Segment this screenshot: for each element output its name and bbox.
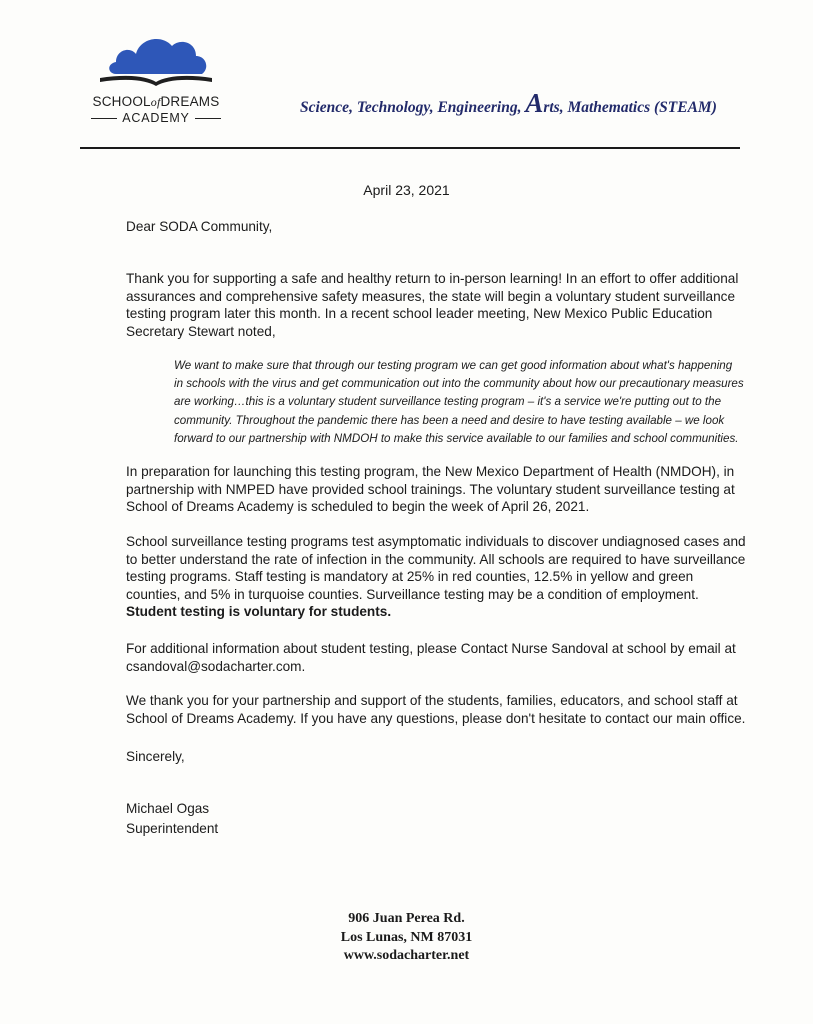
salutation bbox=[126, 218, 746, 236]
paragraph-surveillance-text bbox=[126, 533, 746, 621]
paragraph-preparation-text: In preparation for launching this testing program, the New Mexico Department of Health (NMDOH), in partnership with NMPED have provided school trainings. The voluntary student surveillance testing at School of Dreams Academy is scheduled to begin the week of April 26, 2021. bbox=[126, 464, 735, 514]
school-logo bbox=[86, 30, 226, 130]
closing bbox=[126, 748, 746, 766]
paragraph-intro-text: Thank you for supporting a safe and healthy return to in-person learning! In an effort to offer additional assurances and comprehensive safety measures, the state will begin a voluntary student surveillance testing program later this month. In a recent school leader meeting, New Mexico Public Education Secretary Stewart noted, bbox=[126, 271, 739, 339]
paragraph-contact-text: For additional information about student testing, please Contact Nurse Sandoval at school by email at csandoval@sodacharter.com. bbox=[126, 641, 736, 674]
signer-name bbox=[126, 800, 746, 818]
logo-word-school: SCHOOL bbox=[92, 94, 151, 109]
steam-tagline bbox=[300, 88, 717, 118]
footer-address bbox=[0, 910, 813, 966]
surveillance-text-bold: Student testing is voluntary for students. bbox=[126, 604, 392, 619]
paragraph-surveillance bbox=[126, 533, 746, 621]
header-divider bbox=[80, 147, 740, 149]
cloud-book-icon bbox=[86, 30, 226, 92]
logo-dash-right bbox=[195, 118, 221, 119]
logo-subline bbox=[86, 111, 226, 125]
paragraph-thanks bbox=[126, 692, 746, 727]
paragraph-contact bbox=[126, 640, 746, 675]
surveillance-text-plain: School surveillance testing programs test asymptomatic individuals to discover undiagnosed cases and to better understand the rate of infection in the community. All schools are required to have surveillance testing programs. Staff testing is mandatory at 25% in red counties, 12.5% in yellow and green counties, and 5% in turquoise counties. Surveillance testing may be a condition of employment. bbox=[126, 534, 746, 602]
tagline-post: rts, Mathematics (STEAM) bbox=[543, 99, 717, 116]
logo-word-dreams: DREAMS bbox=[160, 94, 220, 109]
salutation-text: Dear SODA Community, bbox=[126, 219, 273, 234]
paragraph-preparation bbox=[126, 463, 746, 516]
footer-city: Los Lunas, NM 87031 bbox=[340, 929, 473, 945]
signer-title bbox=[126, 820, 746, 838]
logo-word-of: of bbox=[150, 95, 161, 109]
secretary-quote-text: We want to make sure that through our testing program we can get good information about what's happening in schools with the virus and get communication out into the community about how our precautionary measures are working…this is a voluntary student surveillance testing program – it's a service we're putting out to the community. Throughout the pandemic there has been a need and desire to have testing available – we look forward to our partnership with NMDOH to make this service available to our families and school communities. bbox=[174, 359, 744, 445]
signer-name-text: Michael Ogas bbox=[126, 801, 210, 816]
secretary-quote bbox=[174, 357, 744, 448]
footer-street: 906 Juan Perea Rd. bbox=[348, 911, 465, 926]
footer-website: www.sodacharter.net bbox=[343, 948, 470, 963]
letter-date: April 23, 2021 bbox=[363, 182, 450, 198]
logo-word-academy: ACADEMY bbox=[122, 111, 190, 125]
signer-title-text: Superintendent bbox=[126, 821, 219, 836]
logo-wordmark bbox=[86, 94, 226, 110]
logo-dash-left bbox=[91, 118, 117, 119]
closing-text: Sincerely, bbox=[126, 749, 185, 764]
paragraph-thanks-text: We thank you for your partnership and support of the students, families, educators, and school staff at School of Dreams Academy. If you have any questions, please don't hesitate to contact our main office. bbox=[126, 693, 746, 726]
paragraph-intro bbox=[126, 270, 746, 340]
tagline-pre: Science, Technology, Engineering, bbox=[300, 99, 526, 116]
tagline-big-a: A bbox=[525, 88, 544, 118]
